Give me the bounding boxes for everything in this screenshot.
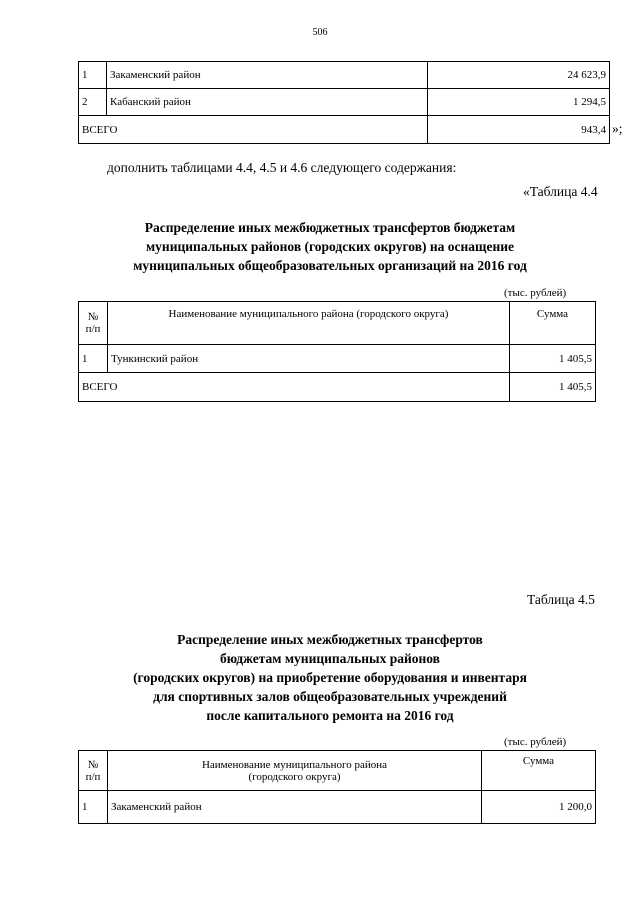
total-label: ВСЕГО <box>79 116 428 144</box>
title-line: бюджетам муниципальных районов <box>220 651 440 666</box>
table-4-5-title <box>40 630 620 725</box>
table-4-4 <box>78 301 596 402</box>
table-4-5 <box>78 750 596 824</box>
closing-quote: »; <box>612 121 623 136</box>
table-4-4-title <box>40 218 620 275</box>
row-number: 1 <box>79 345 108 373</box>
name-header: Наименование муниципального района (городского округа) <box>108 751 482 791</box>
amount: 24 623,9 <box>428 62 610 89</box>
title-line: Распределение иных межбюджетных трансфертов <box>177 632 483 647</box>
page-number: 506 <box>312 27 328 38</box>
title-line: для спортивных залов общеобразовательных учреждений <box>153 689 507 704</box>
total-amount: 943,4 <box>428 116 610 144</box>
title-line: Распределение иных межбюджетных трансфертов бюджетам <box>144 220 516 235</box>
row-number: 1 <box>79 62 107 89</box>
units-label: (тыс. рублей) <box>504 287 567 299</box>
total-label: ВСЕГО <box>79 373 510 402</box>
title-line: (городских округов) на приобретение оборудования и инвентаря <box>133 670 527 685</box>
table-4-5-caption: Таблица 4.5 <box>527 592 595 607</box>
name-header: Наименование муниципального района (городского округа) <box>108 302 510 345</box>
total-row <box>79 373 596 402</box>
table-row <box>79 62 610 89</box>
num-header: № п/п <box>79 751 108 791</box>
row-number: 2 <box>79 89 107 116</box>
row-number: 1 <box>79 791 108 824</box>
total-amount: 1 405,5 <box>510 373 596 402</box>
num-header: № п/п <box>79 302 108 345</box>
table-row <box>79 791 596 824</box>
district-name: Закаменский район <box>108 791 482 824</box>
amount: 1 200,0 <box>482 791 596 824</box>
district-name: Закаменский район <box>107 62 428 89</box>
district-name: Тункинский район <box>108 345 510 373</box>
top-table <box>78 61 610 144</box>
table-row <box>79 345 596 373</box>
sum-header: Сумма <box>482 751 596 791</box>
table-4-4-caption: «Таблица 4.4 <box>523 184 598 199</box>
intro-text: дополнить таблицами 4.4, 4.5 и 4.6 следующего содержания: <box>107 160 457 175</box>
sum-header: Сумма <box>510 302 596 345</box>
district-name: Кабанский район <box>107 89 428 116</box>
title-line: муниципальных общеобразовательных организаций на 2016 год <box>133 258 527 273</box>
header-row <box>79 751 596 791</box>
title-line: после капитального ремонта на 2016 год <box>206 708 454 723</box>
header-row <box>79 302 596 345</box>
title-line: муниципальных районов (городских округов) на оснащение <box>145 239 514 254</box>
total-row <box>79 116 610 144</box>
amount: 1 294,5 <box>428 89 610 116</box>
amount: 1 405,5 <box>510 345 596 373</box>
units-label: (тыс. рублей) <box>504 736 567 748</box>
table-row <box>79 89 610 116</box>
